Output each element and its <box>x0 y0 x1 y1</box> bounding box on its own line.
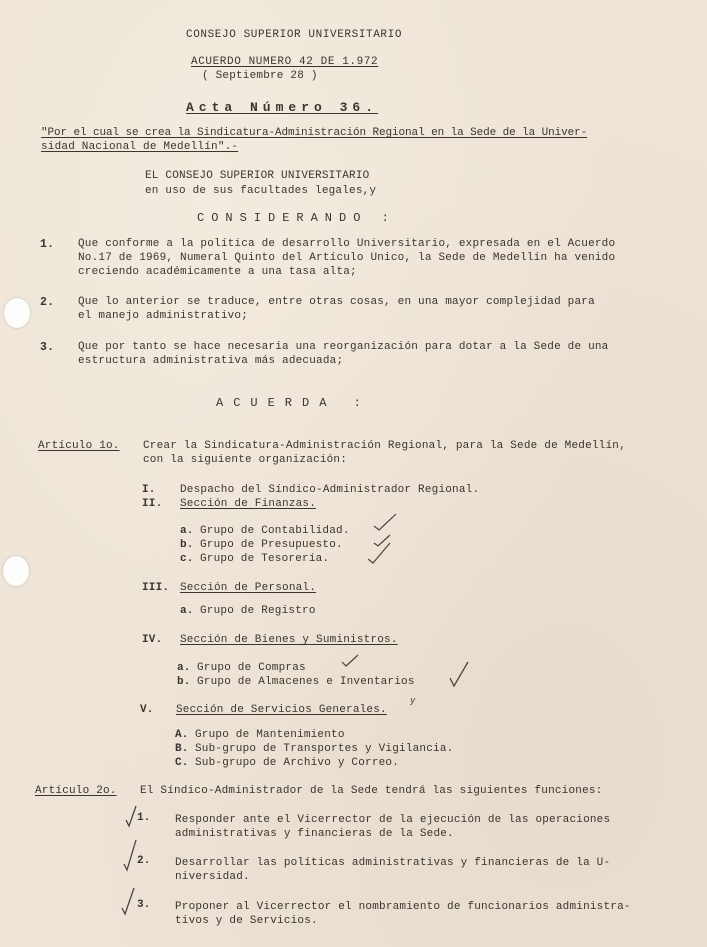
considerando-3-line-1: Que por tanto se hace necesaria una reorganización para dotar a la Sede de una <box>78 341 609 353</box>
considerando-3-line-2: estructura administrativa más adecuada; <box>78 355 344 367</box>
considerando-1-line-1: Que conforme a la política de desarrollo Universitario, expresada en el Acuerdo <box>78 238 616 250</box>
check-mark-icon <box>366 541 392 565</box>
group-2c-letter: c. <box>180 553 194 565</box>
group-2b-name: Grupo de Presupuesto. <box>200 539 343 551</box>
articulo-2-label: Artículo 2o. <box>35 785 117 797</box>
group-2c-name: Grupo de Tesorería. <box>200 553 330 565</box>
section-1-title: Despacho del Síndico-Administrador Regional. <box>180 484 480 496</box>
function-2-line-2: niversidad. <box>175 871 250 883</box>
function-3-line-1: Proponer al Vicerrector el nombramiento de funcionarios administra- <box>175 901 631 913</box>
group-5c-name: Sub-grupo de Archivo y Correo. <box>195 757 400 769</box>
group-2a-letter: a. <box>180 525 194 537</box>
function-2-line-1: Desarrollar las políticas administrativas y financieras de la U- <box>175 857 611 869</box>
function-1-line-2: administrativas y financieras de la Sede. <box>175 828 454 840</box>
group-5b-name: Sub-grupo de Transportes y Vigilancia. <box>195 743 454 755</box>
group-5a-name: Grupo de Mantenimiento <box>195 729 345 741</box>
function-2-number: 2. <box>137 855 151 867</box>
check-mark-icon <box>448 660 470 688</box>
check-mark-icon <box>120 886 138 916</box>
group-4a-name: Grupo de Compras <box>197 662 306 674</box>
considerando-2-line-2: el manejo administrativo; <box>78 310 249 322</box>
group-5a-letter: A. <box>175 729 189 741</box>
group-4b-letter: b. <box>177 676 191 688</box>
check-mark-icon <box>122 838 140 872</box>
considerando-1-line-2: No.17 de 1969, Numeral Quinto del Artículo Unico, la Sede de Medellín ha venido <box>78 252 616 264</box>
considerando-number-2: 2. <box>40 296 55 309</box>
agreement-number: ACUERDO NUMERO 42 DE 1.972 <box>191 56 379 68</box>
function-3-line-2: tivos y de Servicios. <box>175 915 318 927</box>
articulo-1-line-2: con la siguiente organización: <box>143 454 348 466</box>
group-4b-name: Grupo de Almacenes e Inventarios <box>197 676 415 688</box>
agreement-date: ( Septiembre 28 ) <box>202 70 318 82</box>
agreement-title-line-2: sidad Nacional de Medellín".- <box>41 141 239 153</box>
act-number: Acta Número 36. <box>186 100 379 115</box>
function-3-number: 3. <box>137 899 151 911</box>
group-2a-name: Grupo de Contabilidad. <box>200 525 350 537</box>
considerando-heading: CONSIDERANDO : <box>197 211 396 225</box>
section-4-title: Sección de Bienes y Suministros. <box>180 634 398 646</box>
section-3-number: III. <box>142 582 170 594</box>
institution-header: CONSEJO SUPERIOR UNIVERSITARIO <box>186 29 403 41</box>
articulo-1-line-1: Crear la Sindicatura-Administración Regional, para la Sede de Medellín, <box>143 440 626 452</box>
agreement-title-line-1: "Por el cual se crea la Sindicatura-Administración Regional en la Sede de la Univer- <box>41 127 588 139</box>
check-mark-icon <box>124 804 140 828</box>
function-1-number: 1. <box>137 812 151 824</box>
handwritten-mark: y <box>410 696 416 706</box>
punch-hole-top <box>4 298 30 328</box>
section-5-number: V. <box>140 704 154 716</box>
check-mark-icon <box>372 512 398 532</box>
group-5c-letter: C. <box>175 757 189 769</box>
section-2-title: Sección de Finanzas. <box>180 498 317 510</box>
group-4a-letter: a. <box>177 662 191 674</box>
group-2b-letter: b. <box>180 539 194 551</box>
section-2-number: II. <box>142 498 163 510</box>
function-1-line-1: Responder ante el Vicerrector de la ejecución de las operaciones <box>175 814 611 826</box>
preamble-line-2: en uso de sus facultades legales,y <box>145 185 377 197</box>
group-5b-letter: B. <box>175 743 189 755</box>
acuerda-heading: ACUERDA : <box>216 396 371 410</box>
section-5-title: Sección de Servicios Generales. <box>176 704 387 716</box>
check-mark-icon <box>340 653 360 669</box>
preamble-line-1: EL CONSEJO SUPERIOR UNIVERSITARIO <box>145 170 370 182</box>
considerando-2-line-1: Que lo anterior se traduce, entre otras cosas, en una mayor complejidad para <box>78 296 595 308</box>
section-1-number: I. <box>142 484 156 496</box>
group-3a-name: Grupo de Registro <box>200 605 316 617</box>
considerando-number-1: 1. <box>40 238 55 251</box>
punch-hole-bottom <box>3 556 29 586</box>
articulo-2-intro: El Síndico-Administrador de la Sede tendrá las siguientes funciones: <box>140 785 603 797</box>
group-3a-letter: a. <box>180 605 194 617</box>
considerando-1-line-3: creciendo académicamente a una tasa alta; <box>78 266 357 278</box>
articulo-1-label: Artículo 1o. <box>38 440 120 452</box>
section-4-number: IV. <box>142 634 163 646</box>
section-3-title: Sección de Personal. <box>180 582 317 594</box>
considerando-number-3: 3. <box>40 341 55 354</box>
